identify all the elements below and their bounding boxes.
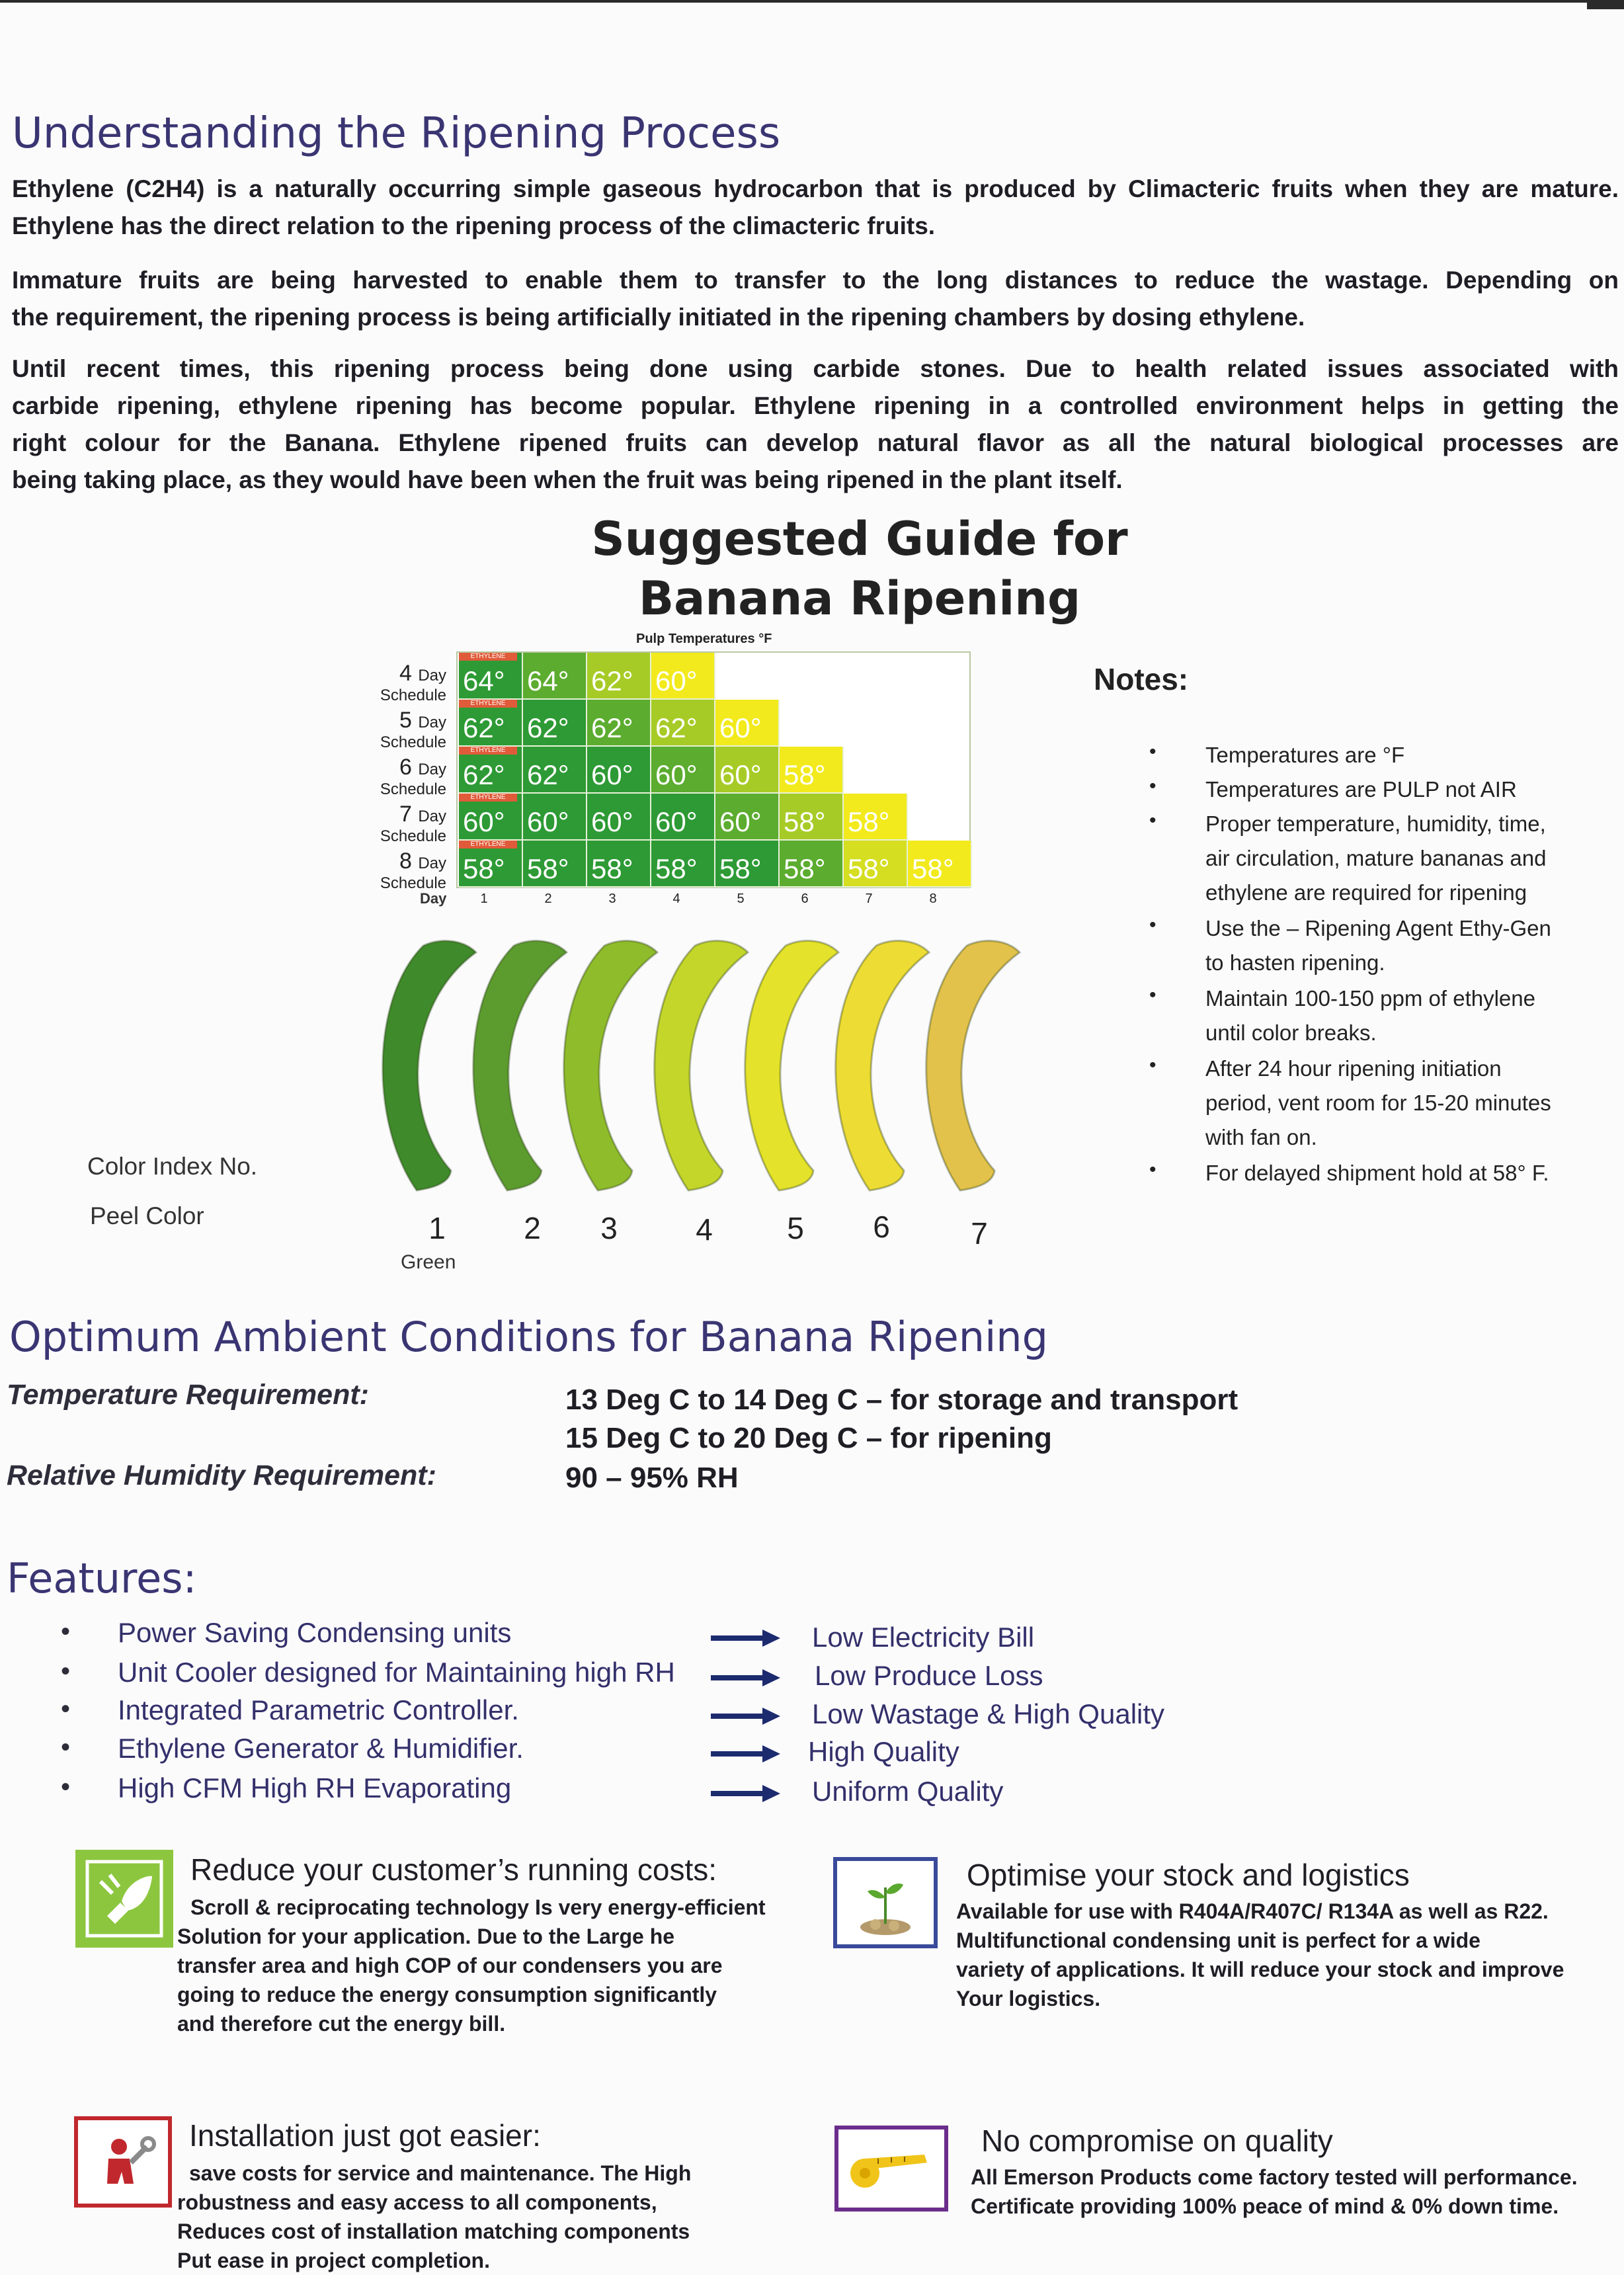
schedule-cell: 60° [715, 747, 780, 794]
card-quality-line2: Certificate providing 100% peace of mind & 0% down time. [971, 2194, 1559, 2218]
schedule-days: 8 [399, 848, 419, 874]
schedule-cell: 58° [587, 841, 651, 888]
color-index-number: 4 [696, 1212, 713, 1247]
pulp-temperature-header: Pulp Temperatures °F [636, 632, 772, 646]
color-index-number: 7 [971, 1216, 988, 1251]
card-costs-line1: Scroll & reciprocating technology Is very energy-efficient [190, 1895, 766, 1919]
features-title: Features: [7, 1554, 197, 1602]
card-costs-line3: transfer area and high COP of our condensers you are [177, 1954, 723, 1977]
schedule-cell: 62° [587, 653, 651, 700]
banana-peel-sample [836, 941, 929, 1190]
card-stock-line4: Your logistics. [956, 1987, 1101, 2010]
quality-icon [834, 2126, 948, 2212]
card-costs-line2: Solution for your application. Due to the Large he [177, 1924, 675, 1948]
banana-peel-sample [564, 941, 657, 1190]
schedule-cell: 64° [459, 653, 523, 700]
feature-bullet-4: • [61, 1733, 71, 1762]
schedule-cell: 62° [459, 747, 523, 794]
note-item-3c: ethylene are required for ripening [1205, 880, 1527, 905]
schedule-cell: 58° [780, 747, 844, 794]
feature-bullet-1: • [61, 1617, 71, 1646]
intro-p3-line2: carbide ripening, ethylene ripening has become popular. Ethylene ripening in a controlled environment helps in getting the [12, 392, 1619, 419]
feature-3: Integrated Parametric Controller. [118, 1694, 519, 1725]
page-title: Understanding the Ripening Process [12, 109, 781, 158]
day-tick-label: 1 [480, 891, 488, 906]
seedling-coins-icon [837, 1861, 934, 1944]
ethylene-tag: ETHYLENE [459, 747, 517, 755]
note-bullet-1: • [1149, 741, 1157, 763]
banana-peel-sample [745, 941, 838, 1190]
schedule-cell: 58° [715, 841, 780, 888]
plug-leaf-icon [81, 1855, 168, 1942]
color-index-number: 1 [428, 1211, 446, 1245]
intro-p3-line4: being taking place, as they would have been when the fruit was being ripened in the plant itself. [12, 466, 1123, 493]
card-install-line4: Put ease in project completion. [177, 2249, 490, 2272]
card-install-line1: save costs for service and maintenance. The High [189, 2161, 692, 2185]
note-bullet-7: • [1149, 1159, 1157, 1180]
schedule-days: 7 [399, 802, 419, 827]
feature-bullet-5: • [61, 1772, 71, 1801]
banana-peel-sample [926, 941, 1020, 1190]
schedule-cell: 62° [523, 700, 587, 747]
schedule-label [331, 802, 446, 846]
card-stock-line2: Multifunctional condensing unit is perfect for a wide [956, 1928, 1481, 1952]
banana-peel-sample [655, 941, 748, 1190]
note-item-6: After 24 hour ripening initiation [1205, 1056, 1502, 1081]
schedule-cell: 62° [651, 700, 715, 747]
schedule-cell: 60° [715, 700, 780, 747]
ambient-title: Optimum Ambient Conditions for Banana Ripening [9, 1313, 1048, 1361]
note-item-4b: to hasten ripening. [1205, 950, 1385, 975]
feature-4: Ethylene Generator & Humidifier. [118, 1733, 524, 1764]
card-quality-title: No compromise on quality [981, 2124, 1333, 2158]
guide-title [463, 509, 1256, 628]
banana-peel-sample [383, 941, 476, 1190]
card-install-title: Installation just got easier: [189, 2118, 541, 2153]
day-tick-label: 7 [865, 891, 873, 906]
note-item-3: Proper temperature, humidity, time, [1205, 811, 1546, 836]
note-item-3b: air circulation, mature bananas and [1205, 846, 1547, 870]
arrow-right-icon [711, 1706, 780, 1726]
temperature-value-ripening: 15 Deg C to 20 Deg C – for ripening [565, 1422, 1052, 1454]
top-rule-corner [1587, 0, 1624, 9]
peel-green-label: Green [401, 1251, 456, 1273]
humidity-value: 90 – 95% RH [565, 1462, 739, 1494]
card-costs-line5: and therefore cut the energy bill. [177, 2012, 506, 2036]
schedule-cell: 60° [587, 794, 651, 841]
schedule-label [331, 708, 446, 752]
schedule-cell: 60° [715, 794, 780, 841]
schedule-label [331, 755, 446, 799]
schedule-label-text: Day Schedule [380, 667, 446, 704]
guide-title-line1: Suggested Guide for [591, 512, 1128, 566]
ethylene-tag: ETHYLENE [459, 700, 517, 708]
card-stock-line1: Available for use with R404A/R407C/ R134A as well as R22. [956, 1899, 1549, 1923]
card-quality-line1: All Emerson Products come factory tested will performance. [971, 2165, 1578, 2189]
intro-p1-line1: Ethylene (C2H4) is a naturally occurring simple gaseous hydrocarbon that is produced by Climacteric fruits when they are mature. [12, 175, 1619, 202]
feature-1: Power Saving Condensing units [118, 1617, 512, 1648]
day-tick-label: 6 [801, 891, 809, 906]
schedule-cell: 58° [844, 841, 908, 888]
note-item-2: Temperatures are PULP not AIR [1205, 777, 1517, 802]
feature-2: Unit Cooler designed for Maintaining high RH [118, 1657, 675, 1688]
intro-paragraph-2 [12, 262, 1619, 336]
card-stock-line3: variety of applications. It will reduce your stock and improve [956, 1958, 1564, 1981]
banana-color-chart [357, 926, 1058, 1204]
arrow-right-icon [711, 1784, 780, 1803]
feature-bullet-2: • [61, 1657, 71, 1686]
schedule-cell: 58° [651, 841, 715, 888]
card-costs-body [177, 1893, 772, 2038]
day-tick-label: 2 [544, 891, 552, 906]
feature-5: High CFM High RH Evaporating [118, 1772, 512, 1803]
schedule-cell: 60° [651, 653, 715, 700]
card-install-line3: Reduces cost of installation matching components [177, 2219, 690, 2243]
day-tick-label: 3 [608, 891, 616, 906]
card-costs-line4: going to reduce the energy consumption significantly [177, 1983, 717, 2006]
color-index-number: 3 [600, 1211, 618, 1245]
schedule-label [331, 848, 446, 893]
schedule-label-text: Day Schedule [380, 761, 446, 798]
schedule-days: 5 [399, 708, 419, 733]
color-index-number: 6 [873, 1210, 890, 1244]
schedule-label-text: Day Schedule [380, 807, 446, 845]
schedule-label-text: Day Schedule [380, 854, 446, 892]
ethylene-tag: ETHYLENE [459, 794, 517, 802]
feature-result-3: Low Wastage & High Quality [812, 1698, 1165, 1729]
banana-peel-sample [473, 941, 567, 1190]
day-axis [456, 891, 971, 911]
schedule-cell: 60° [523, 794, 587, 841]
note-bullet-5: • [1149, 984, 1157, 1006]
day-tick-label: 4 [672, 891, 680, 906]
arrow-right-icon [711, 1744, 780, 1764]
schedule-days: 4 [399, 661, 419, 686]
ethylene-tag: ETHYLENE [459, 841, 517, 848]
schedule-cell: 58° [780, 794, 844, 841]
schedule-cell: 58° [780, 841, 844, 888]
note-item-4: Use the – Ripening Agent Ethy-Gen [1205, 916, 1551, 940]
measuring-tape-icon [838, 2130, 944, 2208]
card-install-body [177, 2159, 706, 2275]
color-index-number: 2 [524, 1211, 541, 1245]
color-index-number: 5 [787, 1211, 804, 1245]
note-item-6c: with fan on. [1205, 1125, 1317, 1149]
installation-icon [74, 2116, 172, 2208]
schedule-cell: 62° [459, 700, 523, 747]
note-item-5: Maintain 100-150 ppm of ethylene [1205, 986, 1535, 1011]
card-stock-title: Optimise your stock and logistics [967, 1858, 1410, 1892]
note-item-5b: until color breaks. [1205, 1020, 1377, 1045]
temperature-label: Temperature Requirement: [7, 1379, 369, 1411]
schedule-label [331, 661, 446, 705]
card-costs-title: Reduce your customer’s running costs: [190, 1852, 717, 1887]
schedule-labels [331, 651, 450, 892]
schedule-cell: 58° [459, 841, 523, 888]
schedule-cell: 64° [523, 653, 587, 700]
card-stock-body [956, 1897, 1578, 2013]
note-item-6b: period, vent room for 15-20 minutes [1205, 1091, 1551, 1115]
humidity-label: Relative Humidity Requirement: [7, 1460, 436, 1491]
day-tick-label: 5 [737, 891, 745, 906]
schedule-label-text: Day Schedule [380, 714, 446, 751]
note-bullet-2: • [1149, 775, 1157, 797]
notes-title: Notes: [1094, 662, 1189, 696]
intro-p2-line1: Immature fruits are being harvested to enable them to transfer to the long distances to reduce the wastage. Depending on [12, 267, 1619, 294]
schedule-cell: 58° [908, 841, 972, 888]
schedule-cell: 60° [651, 747, 715, 794]
top-rule [0, 0, 1624, 3]
color-index-label: Color Index No. [87, 1153, 258, 1180]
schedule-cell: 60° [651, 794, 715, 841]
schedule-cell: 60° [459, 794, 523, 841]
schedule-grid [456, 651, 971, 888]
day-axis-label: Day [420, 890, 447, 907]
card-quality-body [971, 2163, 1619, 2221]
feature-result-4: High Quality [808, 1736, 959, 1767]
schedule-cell: 58° [844, 794, 908, 841]
feature-result-2: Low Produce Loss [815, 1660, 1043, 1691]
note-item-7: For delayed shipment hold at 58° F. [1205, 1161, 1549, 1185]
peel-color-label: Peel Color [90, 1202, 204, 1229]
guide-title-line2: Banana Ripening [638, 571, 1081, 626]
intro-paragraph-3 [12, 351, 1619, 499]
card-install-line2: robustness and easy access to all components, [177, 2190, 657, 2214]
intro-paragraph-1 [12, 171, 1619, 245]
plant-growth-icon [833, 1857, 938, 1948]
note-item-1: Temperatures are °F [1205, 743, 1405, 767]
schedule-cell: 62° [523, 747, 587, 794]
feature-bullet-3: • [61, 1694, 71, 1723]
worker-wrench-icon [78, 2120, 168, 2204]
feature-result-1: Low Electricity Bill [812, 1622, 1035, 1653]
note-bullet-6: • [1149, 1054, 1157, 1076]
schedule-cell: 58° [523, 841, 587, 888]
energy-saving-icon [75, 1850, 173, 1948]
temperature-value-storage: 13 Deg C to 14 Deg C – for storage and transport [565, 1384, 1238, 1416]
note-bullet-4: • [1149, 914, 1157, 936]
day-tick-label: 8 [929, 891, 937, 906]
schedule-cell: 62° [587, 700, 651, 747]
arrow-right-icon [711, 1628, 780, 1648]
feature-result-5: Uniform Quality [812, 1776, 1004, 1807]
intro-p2-line2: the requirement, the ripening process is being artificially initiated in the ripening chambers by dosing ethylene. [12, 304, 1305, 331]
intro-p3-line3: right colour for the Banana. Ethylene ripened fruits can develop natural flavor as all the natural biological processes are [12, 429, 1619, 456]
intro-p3-line1: Until recent times, this ripening process being done using carbide stones. Due to health related issues associated with [12, 355, 1619, 382]
intro-p1-line2: Ethylene has the direct relation to the ripening process of the climacteric fruits. [12, 212, 936, 239]
note-bullet-3: • [1149, 809, 1157, 831]
arrow-right-icon [711, 1668, 780, 1688]
schedule-cell: 60° [587, 747, 651, 794]
ethylene-tag: ETHYLENE [459, 653, 517, 661]
schedule-days: 6 [399, 755, 419, 780]
